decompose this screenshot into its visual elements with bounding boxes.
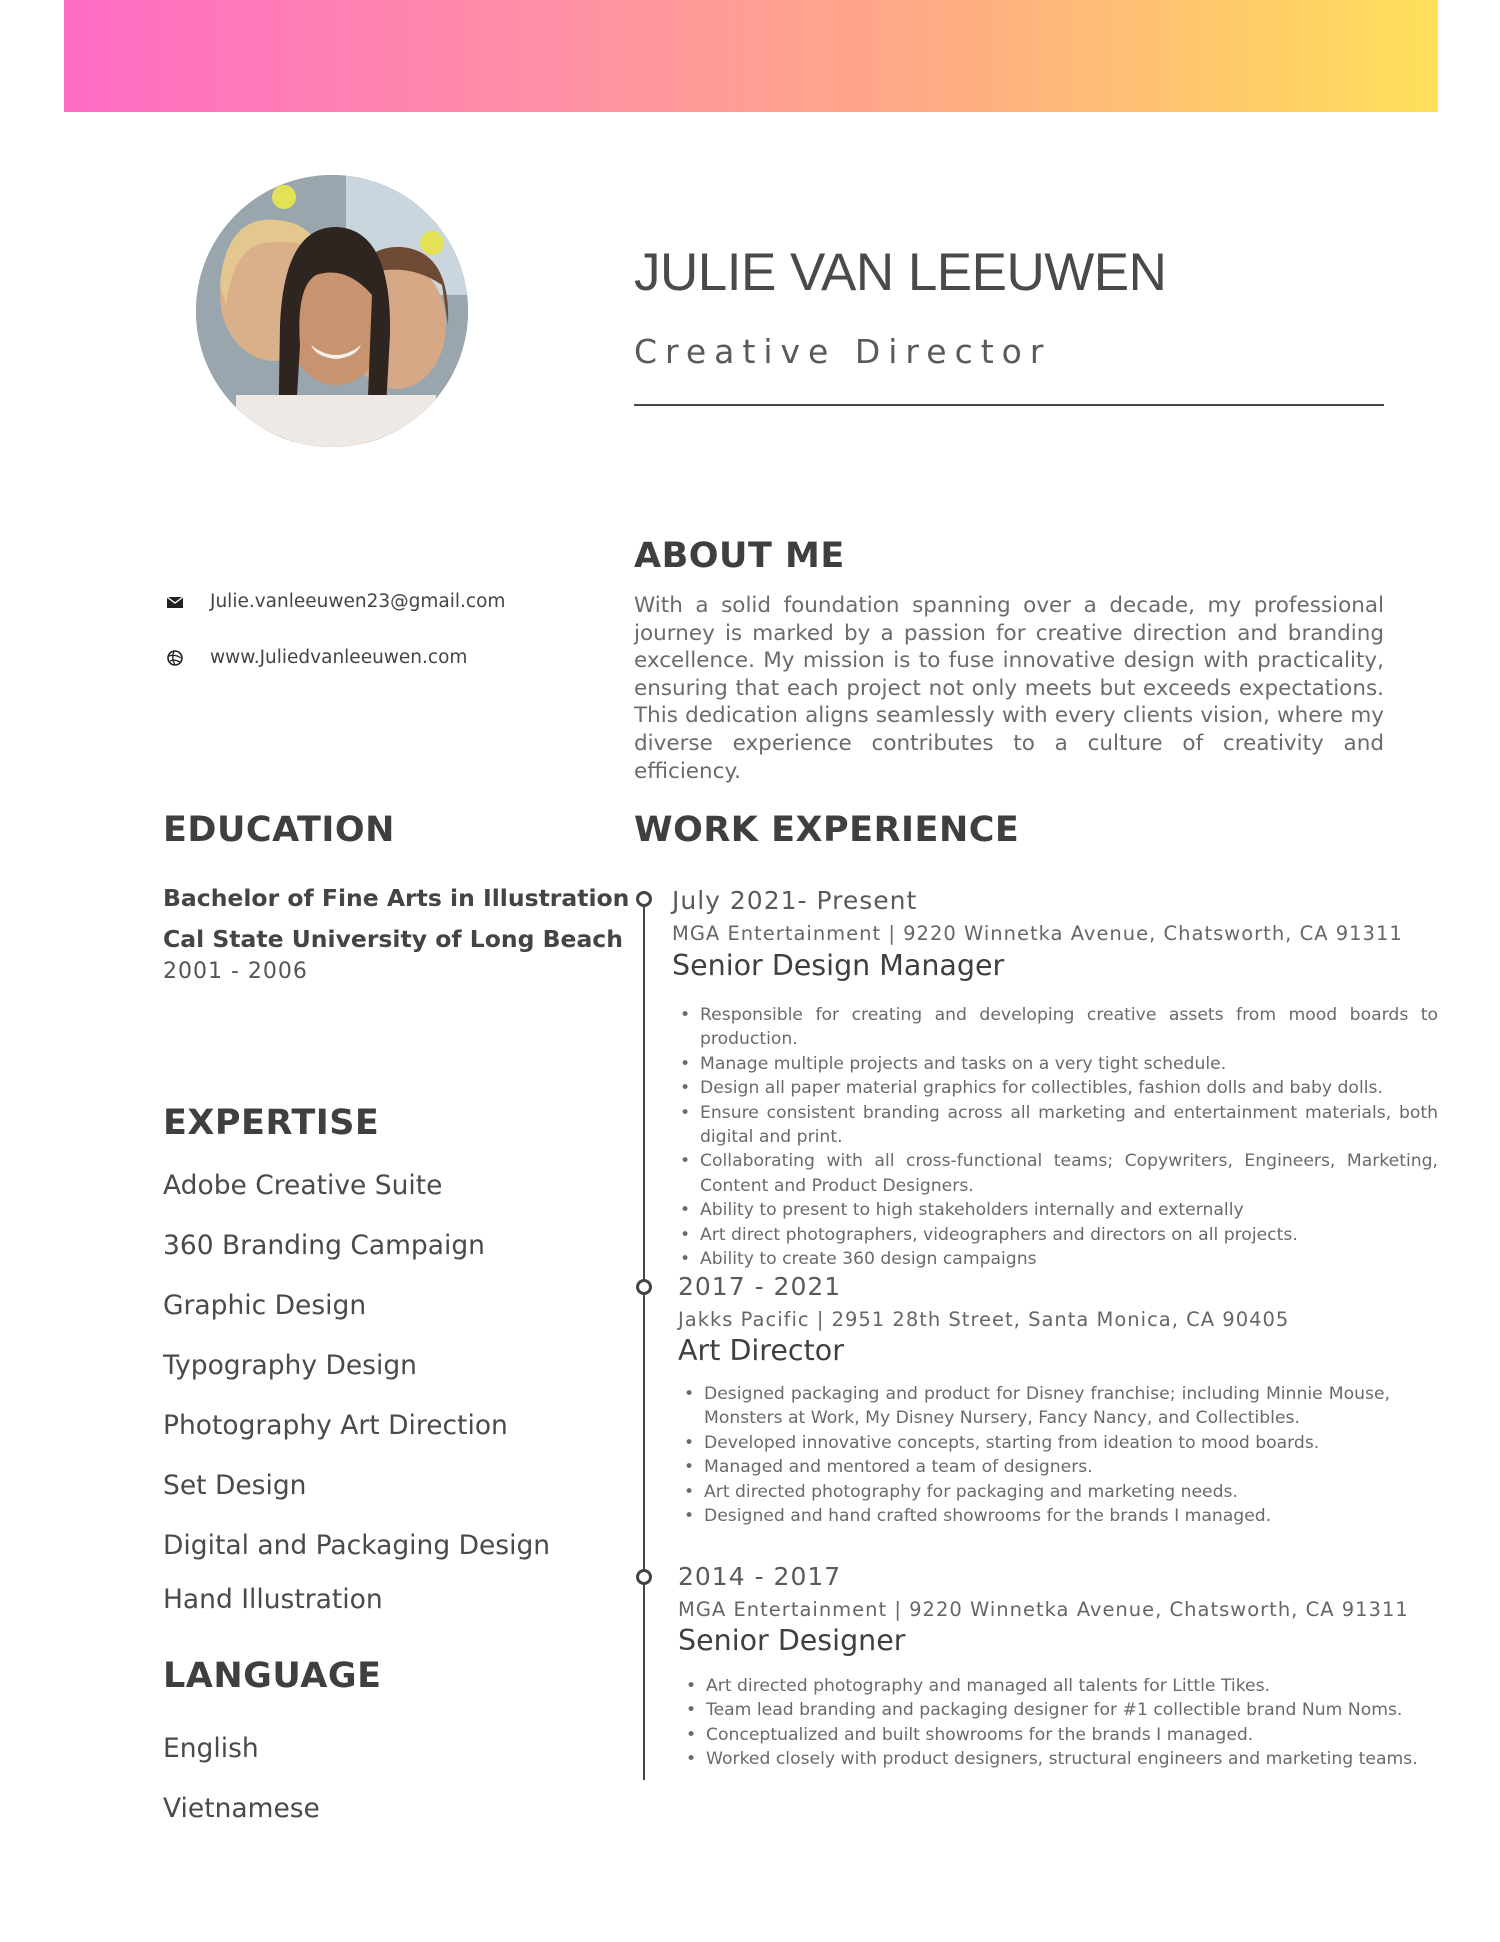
- job-bullet: • Team lead branding and packaging designer for #1 collectible brand Num Noms.: [684, 1698, 1424, 1722]
- expertise-item: Set Design: [163, 1470, 307, 1501]
- language-item: English: [163, 1733, 259, 1764]
- timeline-dot: [636, 1569, 652, 1585]
- about-heading: ABOUT ME: [634, 536, 845, 576]
- language-item: Vietnamese: [163, 1793, 320, 1824]
- header-divider: [634, 404, 1384, 406]
- job-bullets: [678, 1003, 1438, 1271]
- job-bullet: • Design all paper material graphics for collectibles, fashion dolls and baby dolls.: [678, 1076, 1438, 1100]
- expertise-item: Hand Illustration: [163, 1584, 383, 1615]
- website-text[interactable]: www.Juliedvanleeuwen.com: [210, 647, 468, 668]
- candidate-role: Creative Director: [634, 332, 1052, 371]
- language-heading: LANGUAGE: [163, 1656, 382, 1696]
- expertise-item: 360 Branding Campaign: [163, 1230, 485, 1261]
- job-bullet: • Designed and hand crafted showrooms for the brands I managed.: [682, 1504, 1390, 1528]
- expertise-item: Photography Art Direction: [163, 1410, 508, 1441]
- education-school: Cal State University of Long Beach: [163, 925, 623, 953]
- job-bullet: • Worked closely with product designers, structural engineers and marketing teams.: [684, 1747, 1424, 1771]
- job-bullets: [684, 1674, 1424, 1772]
- job-bullet: • Art direct photographers, videographers and directors on all projects.: [678, 1223, 1438, 1247]
- job-bullet: • Collaborating with all cross-functional teams; Copywriters, Engineers, Marketing, Content and Product Designers.: [678, 1149, 1438, 1198]
- expertise-heading: EXPERTISE: [163, 1103, 380, 1143]
- job-company: Jakks Pacific | 2951 28th Street, Santa Monica, CA 90405: [678, 1308, 1290, 1331]
- header-gradient-bar: [64, 0, 1438, 112]
- job-bullet: • Ability to create 360 design campaigns: [678, 1247, 1438, 1271]
- candidate-name: JULIE VAN LEEUWEN: [634, 243, 1167, 302]
- job-bullet: • Art directed photography for packaging and marketing needs.: [682, 1480, 1390, 1504]
- job-bullet: • Art directed photography and managed all talents for Little Tikes.: [684, 1674, 1424, 1698]
- job-bullet: • Developed innovative concepts, starting from ideation to mood boards.: [682, 1431, 1390, 1455]
- job-bullet: • Designed packaging and product for Disney franchise; including Minnie Mouse, Monsters at Work, My Disney Nursery, Fancy Nancy, and Collectibles.: [682, 1382, 1390, 1431]
- expertise-item: Adobe Creative Suite: [163, 1170, 443, 1201]
- timeline-dot: [636, 891, 652, 907]
- expertise-item: Graphic Design: [163, 1290, 367, 1321]
- work-heading: WORK EXPERIENCE: [634, 810, 1020, 850]
- work-timeline-line: [643, 900, 645, 1780]
- job-title: Senior Designer: [678, 1624, 906, 1657]
- expertise-item: Digital and Packaging Design: [163, 1530, 551, 1561]
- job-bullet: • Conceptualized and built showrooms for the brands I managed.: [684, 1723, 1424, 1747]
- job-bullets: [682, 1382, 1390, 1528]
- job-company: MGA Entertainment | 9220 Winnetka Avenue, Chatsworth, CA 91311: [672, 922, 1403, 945]
- education-degree: Bachelor of Fine Arts in Illustration: [163, 884, 630, 912]
- job-title: Senior Design Manager: [672, 949, 1005, 982]
- job-bullet: • Managed and mentored a team of designers.: [682, 1455, 1390, 1479]
- contact-website[interactable]: [166, 647, 467, 668]
- profile-photo-illustration: [196, 175, 468, 447]
- expertise-item: Typography Design: [163, 1350, 417, 1381]
- job-date: 2017 - 2021: [678, 1272, 842, 1301]
- profile-photo: [196, 175, 468, 447]
- globe-icon: [166, 649, 184, 667]
- job-bullet: • Manage multiple projects and tasks on a very tight schedule.: [678, 1052, 1438, 1076]
- job-date: 2014 - 2017: [678, 1562, 842, 1591]
- job-bullet: • Responsible for creating and developing creative assets from mood boards to production.: [678, 1003, 1438, 1052]
- job-title: Art Director: [678, 1334, 844, 1367]
- contact-email[interactable]: [166, 591, 505, 612]
- job-bullet: • Ensure consistent branding across all marketing and entertainment materials, both digital and print.: [678, 1101, 1438, 1150]
- job-company: MGA Entertainment | 9220 Winnetka Avenue, Chatsworth, CA 91311: [678, 1598, 1409, 1621]
- job-bullet: • Ability to present to high stakeholders internally and externally: [678, 1198, 1438, 1222]
- education-years: 2001 - 2006: [163, 959, 308, 984]
- about-text: With a solid foundation spanning over a decade, my professional journey is marked by a passion for creative direction and branding excellence. My mission is to fuse innovative design with practicality, ensuring that each project not only meets but exceeds expectations. This dedication aligns seamlessly with every clients vision, where my diverse experience contributes to a culture of creativity and efficiency.: [634, 593, 1384, 784]
- envelope-icon: [166, 593, 184, 611]
- job-date: July 2021- Present: [672, 886, 918, 915]
- email-text[interactable]: Julie.vanleeuwen23@gmail.com: [210, 591, 506, 612]
- timeline-dot: [636, 1279, 652, 1295]
- education-heading: EDUCATION: [163, 810, 395, 850]
